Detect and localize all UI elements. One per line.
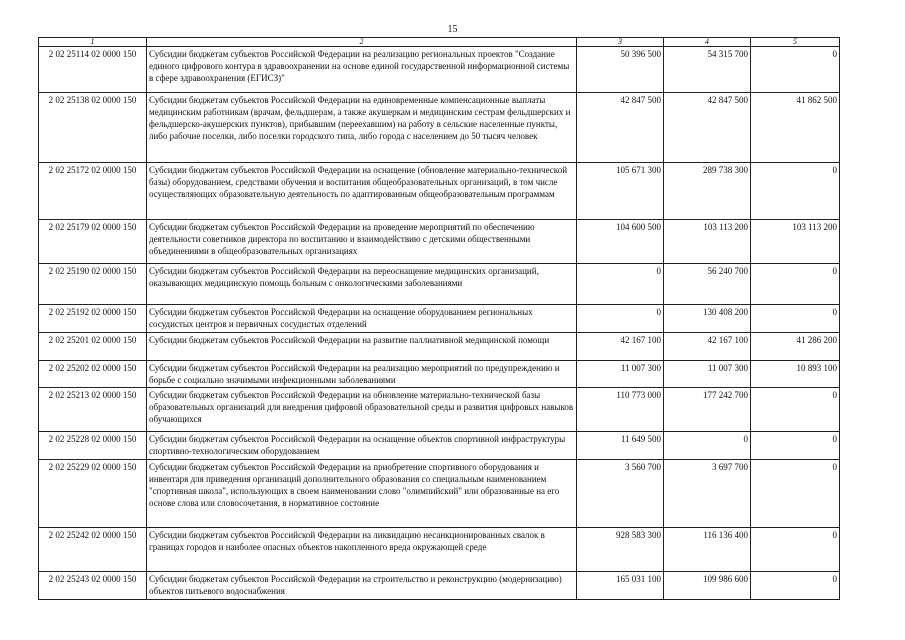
row-description: Субсидии бюджетам субъектов Российской Федерации на развитие паллиативной медицинской помощи bbox=[147, 333, 577, 361]
row-description: Субсидии бюджетам субъектов Российской Федерации на проведение мероприятий по обеспечению деятельности советников директора по воспитанию и взаимодействию с детскими общественными объединениями в общеобразовательных организациях bbox=[147, 220, 577, 264]
row-description: Субсидии бюджетам субъектов Российской Федерации на обновление материально-технической базы образовательных организаций для внедрения цифровой образовательной среды и развития цифровых навыков обучающихся bbox=[147, 388, 577, 432]
amount-col-5: 0 bbox=[751, 388, 840, 432]
budget-code: 2 02 25179 02 0000 150 bbox=[39, 220, 147, 264]
amount-col-5: 103 113 200 bbox=[751, 220, 840, 264]
row-description: Субсидии бюджетам субъектов Российской Федерации на оснащение (обновление материально-технической базы) оборудованием, средствами обучения и воспитания общеобразовательных организаций, в том числе осуществляющих образовательную деятельность по адаптированным общеобразовательным программам bbox=[147, 163, 577, 220]
amount-col-3: 42 847 500 bbox=[577, 93, 664, 163]
amount-col-5: 0 bbox=[751, 47, 840, 93]
header-cell: 2 bbox=[147, 38, 577, 47]
table-row bbox=[39, 572, 840, 600]
budget-code: 2 02 25228 02 0000 150 bbox=[39, 432, 147, 460]
amount-col-3: 165 031 100 bbox=[577, 572, 664, 600]
table-row bbox=[39, 47, 840, 93]
amount-col-4: 289 738 300 bbox=[664, 163, 751, 220]
amount-col-4: 56 240 700 bbox=[664, 264, 751, 305]
amount-col-4: 42 847 500 bbox=[664, 93, 751, 163]
table-row bbox=[39, 220, 840, 264]
row-description: Субсидии бюджетам субъектов Российской Федерации на реализацию региональных проектов "Создание единого цифрового контура в здравоохранении на основе единой государственной информационной системы в сфере здравоохранения (ЕГИСЗ)" bbox=[147, 47, 577, 93]
page-number: 15 bbox=[447, 24, 458, 35]
table-row bbox=[39, 333, 840, 361]
budget-code: 2 02 25243 02 0000 150 bbox=[39, 572, 147, 600]
row-description: Субсидии бюджетам субъектов Российской Федерации на реализацию мероприятий по предупреждению и борьбе с социально значимыми инфекционными заболеваниями bbox=[147, 361, 577, 388]
amount-col-5: 0 bbox=[751, 163, 840, 220]
amount-col-4: 11 007 300 bbox=[664, 361, 751, 388]
table-row bbox=[39, 432, 840, 460]
row-description: Субсидии бюджетам субъектов Российской Федерации на строительство и реконструкцию (модернизацию) объектов питьевого водоснабжения bbox=[147, 572, 577, 600]
row-description: Субсидии бюджетам субъектов Российской Федерации на единовременные компенсационные выплаты медицинским работникам (врачам, фельдшерам, а также акушеркам и медицинским сестрам фельдшерских и фельдшерско-акушерских пунктов), прибывшим (переехавшим) на работу в сельские населенные пункты, либо рабочие поселки, либо поселки городского типа, либо города с населением до 50 тысяч человек bbox=[147, 93, 577, 163]
table-row bbox=[39, 163, 840, 220]
amount-col-3: 11 649 500 bbox=[577, 432, 664, 460]
row-description: Субсидии бюджетам субъектов Российской Федерации на оснащение оборудованием региональных сосудистых центров и первичных сосудистых отделений bbox=[147, 305, 577, 333]
amount-col-3: 0 bbox=[577, 305, 664, 333]
header-cell: 5 bbox=[751, 38, 840, 47]
budget-code: 2 02 25229 02 0000 150 bbox=[39, 460, 147, 528]
amount-col-3: 0 bbox=[577, 264, 664, 305]
budget-table bbox=[38, 37, 840, 600]
table-row bbox=[39, 460, 840, 528]
amount-col-5: 0 bbox=[751, 572, 840, 600]
table-row bbox=[39, 528, 840, 572]
amount-col-5: 0 bbox=[751, 305, 840, 333]
budget-code: 2 02 25190 02 0000 150 bbox=[39, 264, 147, 305]
table-row bbox=[39, 388, 840, 432]
table-row bbox=[39, 93, 840, 163]
amount-col-4: 54 315 700 bbox=[664, 47, 751, 93]
amount-col-3: 42 167 100 bbox=[577, 333, 664, 361]
amount-col-4: 116 136 400 bbox=[664, 528, 751, 572]
amount-col-5: 0 bbox=[751, 264, 840, 305]
header-cell: 4 bbox=[664, 38, 751, 47]
table-header-row bbox=[39, 38, 840, 47]
amount-col-5: 0 bbox=[751, 460, 840, 528]
table-row bbox=[39, 305, 840, 333]
table-row bbox=[39, 361, 840, 388]
header-cell: 1 bbox=[39, 38, 147, 47]
budget-code: 2 02 25172 02 0000 150 bbox=[39, 163, 147, 220]
amount-col-5: 10 893 100 bbox=[751, 361, 840, 388]
budget-code: 2 02 25192 02 0000 150 bbox=[39, 305, 147, 333]
amount-col-3: 3 560 700 bbox=[577, 460, 664, 528]
amount-col-4: 103 113 200 bbox=[664, 220, 751, 264]
amount-col-4: 42 167 100 bbox=[664, 333, 751, 361]
budget-code: 2 02 25213 02 0000 150 bbox=[39, 388, 147, 432]
row-description: Субсидии бюджетам субъектов Российской Федерации на приобретение спортивного оборудования и инвентаря для приведения организаций дополнительного образования со специальным наименованием "спортивная школа", использующих в своем наименовании слово "олимпийский" или образованные на его основе слова или словосочетания, в нормативное состояние bbox=[147, 460, 577, 528]
header-cell: 3 bbox=[577, 38, 664, 47]
amount-col-3: 110 773 000 bbox=[577, 388, 664, 432]
amount-col-5: 0 bbox=[751, 432, 840, 460]
budget-code: 2 02 25114 02 0000 150 bbox=[39, 47, 147, 93]
amount-col-4: 109 986 600 bbox=[664, 572, 751, 600]
amount-col-4: 3 697 700 bbox=[664, 460, 751, 528]
budget-code: 2 02 25138 02 0000 150 bbox=[39, 93, 147, 163]
amount-col-3: 928 583 300 bbox=[577, 528, 664, 572]
table-row bbox=[39, 264, 840, 305]
amount-col-5: 41 286 200 bbox=[751, 333, 840, 361]
row-description: Субсидии бюджетам субъектов Российской Федерации на оснащение объектов спортивной инфраструктуры спортивно-технологическим оборудованием bbox=[147, 432, 577, 460]
amount-col-5: 0 bbox=[751, 528, 840, 572]
amount-col-5: 41 862 500 bbox=[751, 93, 840, 163]
amount-col-4: 130 408 200 bbox=[664, 305, 751, 333]
amount-col-3: 11 007 300 bbox=[577, 361, 664, 388]
budget-code: 2 02 25202 02 0000 150 bbox=[39, 361, 147, 388]
amount-col-4: 0 bbox=[664, 432, 751, 460]
budget-code: 2 02 25242 02 0000 150 bbox=[39, 528, 147, 572]
budget-code: 2 02 25201 02 0000 150 bbox=[39, 333, 147, 361]
row-description: Субсидии бюджетам субъектов Российской Федерации на ликвидацию несанкционированных свалок в границах городов и наиболее опасных объектов накопленного вреда окружающей среде bbox=[147, 528, 577, 572]
amount-col-3: 50 396 500 bbox=[577, 47, 664, 93]
amount-col-3: 105 671 300 bbox=[577, 163, 664, 220]
amount-col-4: 177 242 700 bbox=[664, 388, 751, 432]
row-description: Субсидии бюджетам субъектов Российской Федерации на переоснащение медицинских организаций, оказывающих медицинскую помощь больным с онкологическими заболеваниями bbox=[147, 264, 577, 305]
amount-col-3: 104 600 500 bbox=[577, 220, 664, 264]
